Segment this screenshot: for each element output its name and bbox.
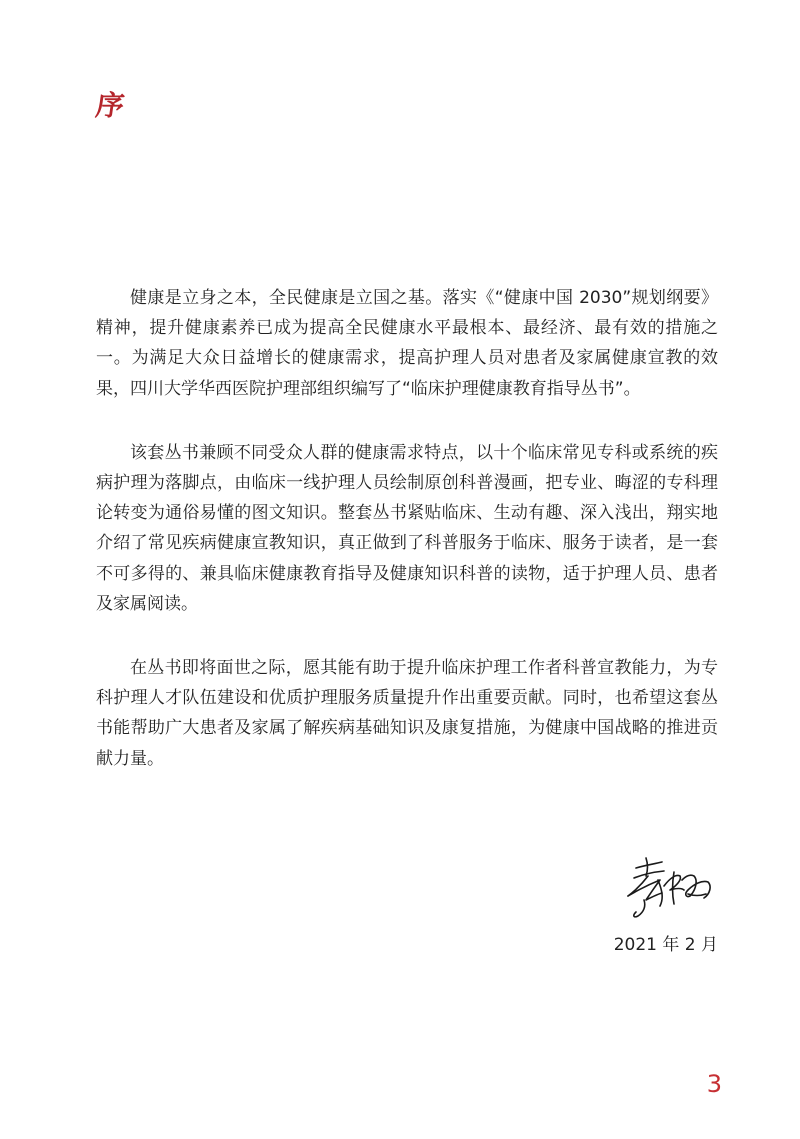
paragraph-2: 该套丛书兼顾不同受众人群的健康需求特点，以十个临床常见专科或系统的疾病护理为落脚点，由临床一线护理人员绘制原创科普漫画，把专业、晦涩的专科理论转变为通俗易懂的图文知识。整套丛书紧贴临床、生动有趣、深入浅出，翔实地介绍了常见疾病健康宣教知识，真正做到了科普服务于临床、服务于读者，是一套不可多得的、兼具临床健康教育指导及健康知识科普的读物，适于护理人员、患者及家属阅读。	[96, 442, 718, 614]
signature-date: 2021 年 2 月	[613, 935, 718, 955]
preface-heading: 序	[93, 89, 127, 122]
preface-body	[96, 283, 718, 808]
page-number: 3	[706, 1070, 722, 1098]
handwritten-signature	[624, 850, 716, 920]
paragraph-1: 健康是立身之本，全民健康是立国之基。落实《“健康中国 2030”规划纲要》精神，提升健康素养已成为提高全民健康水平最根本、最经济、最有效的措施之一。为满足大众日益增长的健康需求，提高护理人员对患者及家属健康宣教的效果，四川大学华西医院护理部组织编写了“临床护理健康教育指导丛书”。	[96, 288, 718, 399]
paragraph-3: 在丛书即将面世之际，愿其能有助于提升临床护理工作者科普宣教能力，为专科护理人才队伍建设和优质护理服务质量提升作出重要贡献。同时，也希望这套丛书能帮助广大患者及家属了解疾病基础知识及康复措施，为健康中国战略的推进贡献力量。	[96, 658, 718, 769]
